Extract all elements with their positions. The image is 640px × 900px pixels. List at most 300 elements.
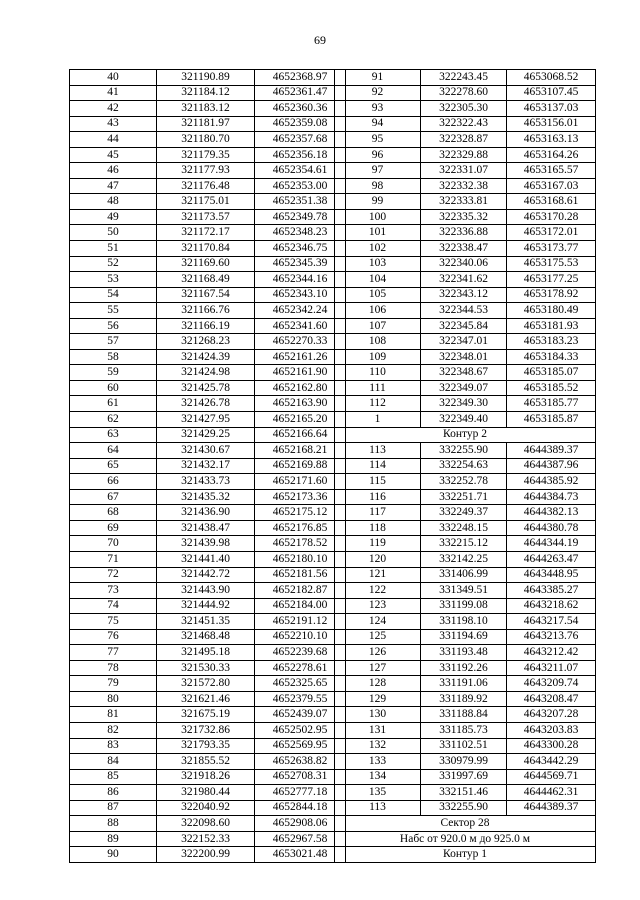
- coord-x-cell: 321180.70: [157, 132, 255, 148]
- point-number-cell: 59: [70, 365, 157, 381]
- point-number-cell: 56: [70, 318, 157, 334]
- coord-x-cell: 331191.06: [421, 676, 507, 692]
- point-number-cell: 41: [70, 85, 157, 101]
- coordinates-table-right: [334, 69, 596, 863]
- point-number-cell: 133: [335, 754, 421, 770]
- coord-x-cell: 321429.25: [157, 427, 255, 443]
- coord-y-cell: 4652168.21: [255, 443, 346, 459]
- point-number-cell: 122: [335, 583, 421, 599]
- table-row: [335, 194, 596, 210]
- coord-y-cell: 4652439.07: [255, 707, 346, 723]
- point-number-cell: 115: [335, 474, 421, 490]
- point-number-cell: 85: [70, 769, 157, 785]
- point-number-cell: 105: [335, 287, 421, 303]
- table-row: [70, 303, 346, 319]
- point-number-cell: 82: [70, 722, 157, 738]
- table-row: [335, 318, 596, 334]
- table-row: [70, 443, 346, 459]
- point-number-cell: 62: [70, 412, 157, 428]
- coord-x-cell: 322345.84: [421, 318, 507, 334]
- coord-x-cell: 321424.39: [157, 349, 255, 365]
- coord-x-cell: 321621.46: [157, 691, 255, 707]
- coordinates-table-left: [69, 69, 346, 863]
- coord-y-cell: 4653181.93: [507, 318, 596, 334]
- coord-y-cell: 4652569.95: [255, 738, 346, 754]
- coord-x-cell: 321451.35: [157, 614, 255, 630]
- point-number-cell: 91: [335, 70, 421, 86]
- point-number-cell: 131: [335, 722, 421, 738]
- point-number-cell: 53: [70, 272, 157, 288]
- table-row: [335, 272, 596, 288]
- coord-y-cell: 4653164.26: [507, 147, 596, 163]
- coord-x-cell: 322335.32: [421, 209, 507, 225]
- coord-y-cell: 4652182.87: [255, 583, 346, 599]
- coord-y-cell: 4643211.07: [507, 660, 596, 676]
- coord-y-cell: 4643212.42: [507, 645, 596, 661]
- table-row: [70, 147, 346, 163]
- table-row: [70, 614, 346, 630]
- table-row: [70, 722, 346, 738]
- coord-x-cell: 322348.01: [421, 349, 507, 365]
- coord-x-cell: 331406.99: [421, 567, 507, 583]
- coord-y-cell: 4653168.61: [507, 194, 596, 210]
- coord-x-cell: 322305.30: [421, 101, 507, 117]
- point-number-cell: 94: [335, 116, 421, 132]
- coord-x-cell: 321435.32: [157, 489, 255, 505]
- coord-y-cell: 4652176.85: [255, 520, 346, 536]
- point-number-cell: 46: [70, 163, 157, 179]
- coord-x-cell: 321530.33: [157, 660, 255, 676]
- point-number-cell: 66: [70, 474, 157, 490]
- point-number-cell: 43: [70, 116, 157, 132]
- coord-x-cell: 332252.78: [421, 474, 507, 490]
- point-number-cell: 71: [70, 551, 157, 567]
- height-range-heading-row: [335, 831, 596, 847]
- table-row: [335, 225, 596, 241]
- table-row: [335, 116, 596, 132]
- coord-x-cell: 331193.48: [421, 645, 507, 661]
- point-number-cell: 113: [335, 800, 421, 816]
- table-row: [335, 660, 596, 676]
- coord-x-cell: 322332.38: [421, 178, 507, 194]
- table-row: [70, 318, 346, 334]
- point-number-cell: 126: [335, 645, 421, 661]
- point-number-cell: 54: [70, 287, 157, 303]
- table-row: [335, 209, 596, 225]
- coord-y-cell: 4652181.56: [255, 567, 346, 583]
- coord-y-cell: 4653183.23: [507, 334, 596, 350]
- coord-y-cell: 4652356.18: [255, 147, 346, 163]
- table-row: [70, 287, 346, 303]
- table-row: [70, 85, 346, 101]
- table-row: [70, 583, 346, 599]
- table-row: [335, 520, 596, 536]
- coord-x-cell: 331198.10: [421, 614, 507, 630]
- point-number-cell: 128: [335, 676, 421, 692]
- table-row: [335, 645, 596, 661]
- table-row: [70, 567, 346, 583]
- coord-x-cell: 322344.53: [421, 303, 507, 319]
- point-number-cell: 96: [335, 147, 421, 163]
- table-row: [335, 256, 596, 272]
- sector-heading-row: [335, 816, 596, 832]
- coord-x-cell: 322341.62: [421, 272, 507, 288]
- table-row: [335, 85, 596, 101]
- point-number-cell: 104: [335, 272, 421, 288]
- coord-x-cell: 322098.60: [157, 816, 255, 832]
- coord-x-cell: 321427.95: [157, 412, 255, 428]
- point-number-cell: 80: [70, 691, 157, 707]
- point-number-cell: 120: [335, 551, 421, 567]
- point-number-cell: 44: [70, 132, 157, 148]
- coord-x-cell: 322349.30: [421, 396, 507, 412]
- point-number-cell: 127: [335, 660, 421, 676]
- table-row: [335, 70, 596, 86]
- coord-y-cell: 4652967.58: [255, 831, 346, 847]
- table-row: [335, 629, 596, 645]
- point-number-cell: 67: [70, 489, 157, 505]
- table-row: [70, 241, 346, 257]
- table-row: [335, 132, 596, 148]
- coord-y-cell: 4653170.28: [507, 209, 596, 225]
- coord-y-cell: 4644387.96: [507, 458, 596, 474]
- table-row: [70, 272, 346, 288]
- coord-x-cell: 321444.92: [157, 598, 255, 614]
- point-number-cell: 119: [335, 536, 421, 552]
- coord-x-cell: 321183.12: [157, 101, 255, 117]
- coord-x-cell: 330979.99: [421, 754, 507, 770]
- coord-y-cell: 4643448.95: [507, 567, 596, 583]
- table-row: [70, 116, 346, 132]
- height-range-heading: Набс от 920.0 м до 925.0 м: [335, 831, 596, 847]
- coord-y-cell: 4652359.08: [255, 116, 346, 132]
- coord-y-cell: 4643217.54: [507, 614, 596, 630]
- coord-x-cell: 321793.35: [157, 738, 255, 754]
- coord-y-cell: 4644385.92: [507, 474, 596, 490]
- point-number-cell: 88: [70, 816, 157, 832]
- coord-y-cell: 4643209.74: [507, 676, 596, 692]
- coord-y-cell: 4652361.47: [255, 85, 346, 101]
- table-row: [70, 70, 346, 86]
- coord-x-cell: 322336.88: [421, 225, 507, 241]
- coord-x-cell: 321439.98: [157, 536, 255, 552]
- coord-y-cell: 4652341.60: [255, 318, 346, 334]
- coord-y-cell: 4652169.88: [255, 458, 346, 474]
- coord-x-cell: 322322.43: [421, 116, 507, 132]
- table-row: [70, 551, 346, 567]
- coord-x-cell: 321572.80: [157, 676, 255, 692]
- coord-x-cell: 322328.87: [421, 132, 507, 148]
- point-number-cell: 57: [70, 334, 157, 350]
- coord-x-cell: 331194.69: [421, 629, 507, 645]
- point-number-cell: 52: [70, 256, 157, 272]
- table-row: [70, 101, 346, 117]
- contour-2-heading-row: [335, 427, 596, 443]
- table-row: [70, 334, 346, 350]
- table-row: [335, 334, 596, 350]
- coord-x-cell: 331997.69: [421, 769, 507, 785]
- coord-y-cell: 4652239.68: [255, 645, 346, 661]
- table-row: [70, 660, 346, 676]
- table-row: [70, 163, 346, 179]
- point-number-cell: 58: [70, 349, 157, 365]
- table-row: [70, 691, 346, 707]
- coord-y-cell: 4653173.77: [507, 241, 596, 257]
- table-row: [70, 194, 346, 210]
- coord-x-cell: 322152.33: [157, 831, 255, 847]
- point-number-cell: 50: [70, 225, 157, 241]
- coord-y-cell: 4652343.10: [255, 287, 346, 303]
- coord-x-cell: 322349.40: [421, 412, 507, 428]
- point-number-cell: 87: [70, 800, 157, 816]
- point-number-cell: 118: [335, 520, 421, 536]
- coord-y-cell: 4652360.36: [255, 101, 346, 117]
- coord-x-cell: 322278.60: [421, 85, 507, 101]
- table-row: [335, 536, 596, 552]
- coord-y-cell: 4652368.97: [255, 70, 346, 86]
- table-row: [335, 551, 596, 567]
- coord-y-cell: 4653163.13: [507, 132, 596, 148]
- point-number-cell: 51: [70, 241, 157, 257]
- coord-y-cell: 4643208.47: [507, 691, 596, 707]
- coord-x-cell: 331349.51: [421, 583, 507, 599]
- coord-x-cell: 321268.23: [157, 334, 255, 350]
- point-number-cell: 97: [335, 163, 421, 179]
- point-number-cell: 90: [70, 847, 157, 863]
- coord-x-cell: 321433.73: [157, 474, 255, 490]
- point-number-cell: 121: [335, 567, 421, 583]
- point-number-cell: 92: [335, 85, 421, 101]
- coord-x-cell: 331188.84: [421, 707, 507, 723]
- table-row: [335, 147, 596, 163]
- coord-y-cell: 4652349.78: [255, 209, 346, 225]
- coord-y-cell: 4652638.82: [255, 754, 346, 770]
- table-row: [335, 241, 596, 257]
- coord-y-cell: 4652178.52: [255, 536, 346, 552]
- coord-x-cell: 322329.88: [421, 147, 507, 163]
- coord-x-cell: 331199.08: [421, 598, 507, 614]
- point-number-cell: 113: [335, 443, 421, 459]
- point-number-cell: 107: [335, 318, 421, 334]
- table-row: [335, 707, 596, 723]
- coord-x-cell: 322333.81: [421, 194, 507, 210]
- coord-y-cell: 4643218.62: [507, 598, 596, 614]
- coord-y-cell: 4652908.06: [255, 816, 346, 832]
- table-row: [335, 396, 596, 412]
- contour-1-heading-row: [335, 847, 596, 863]
- coord-x-cell: 321468.48: [157, 629, 255, 645]
- point-number-cell: 110: [335, 365, 421, 381]
- coord-y-cell: 4652278.61: [255, 660, 346, 676]
- table-row: [335, 738, 596, 754]
- table-row: [70, 598, 346, 614]
- coord-x-cell: 332215.12: [421, 536, 507, 552]
- point-number-cell: 74: [70, 598, 157, 614]
- table-row: [70, 412, 346, 428]
- coord-x-cell: 321168.49: [157, 272, 255, 288]
- coord-x-cell: 321980.44: [157, 785, 255, 801]
- coord-y-cell: 4644384.73: [507, 489, 596, 505]
- table-row: [335, 474, 596, 490]
- coord-x-cell: 322200.99: [157, 847, 255, 863]
- coord-y-cell: 4653165.57: [507, 163, 596, 179]
- table-row: [335, 443, 596, 459]
- coord-y-cell: 4653184.33: [507, 349, 596, 365]
- table-row: [335, 505, 596, 521]
- coord-y-cell: 4652345.39: [255, 256, 346, 272]
- coord-y-cell: 4653156.01: [507, 116, 596, 132]
- coord-y-cell: 4652379.55: [255, 691, 346, 707]
- table-row: [70, 676, 346, 692]
- coord-x-cell: 321918.26: [157, 769, 255, 785]
- point-number-cell: 78: [70, 660, 157, 676]
- coord-x-cell: 321175.01: [157, 194, 255, 210]
- coord-x-cell: 322343.12: [421, 287, 507, 303]
- point-number-cell: 77: [70, 645, 157, 661]
- point-number-cell: 73: [70, 583, 157, 599]
- coord-y-cell: 4652353.00: [255, 178, 346, 194]
- point-number-cell: 123: [335, 598, 421, 614]
- coord-x-cell: 321176.48: [157, 178, 255, 194]
- coord-y-cell: 4652342.24: [255, 303, 346, 319]
- point-number-cell: 40: [70, 70, 157, 86]
- coord-x-cell: 332254.63: [421, 458, 507, 474]
- coord-x-cell: 322349.07: [421, 380, 507, 396]
- coord-x-cell: 321170.84: [157, 241, 255, 257]
- coord-y-cell: 4653178.92: [507, 287, 596, 303]
- table-row: [70, 178, 346, 194]
- table-row: [335, 349, 596, 365]
- table-row: [335, 785, 596, 801]
- point-number-cell: 112: [335, 396, 421, 412]
- point-number-cell: 86: [70, 785, 157, 801]
- table-row: [335, 489, 596, 505]
- table-row: [70, 474, 346, 490]
- coord-x-cell: 322040.92: [157, 800, 255, 816]
- point-number-cell: 60: [70, 380, 157, 396]
- table-row: [70, 427, 346, 443]
- coord-x-cell: 321432.17: [157, 458, 255, 474]
- table-row: [335, 754, 596, 770]
- point-number-cell: 111: [335, 380, 421, 396]
- table-row: [335, 458, 596, 474]
- sector-heading: Сектор 28: [335, 816, 596, 832]
- coord-y-cell: 4653175.53: [507, 256, 596, 272]
- coord-y-cell: 4652270.33: [255, 334, 346, 350]
- table-row: [70, 629, 346, 645]
- table-row: [70, 645, 346, 661]
- table-row: [70, 769, 346, 785]
- coord-x-cell: 321438.47: [157, 520, 255, 536]
- coord-y-cell: 4652844.18: [255, 800, 346, 816]
- table-row: [335, 287, 596, 303]
- coord-x-cell: 321169.60: [157, 256, 255, 272]
- coord-x-cell: 322243.45: [421, 70, 507, 86]
- coord-x-cell: 321167.54: [157, 287, 255, 303]
- coord-x-cell: 322348.67: [421, 365, 507, 381]
- table-row: [70, 800, 346, 816]
- table-row: [335, 676, 596, 692]
- coord-y-cell: 4644389.37: [507, 443, 596, 459]
- coord-y-cell: 4643300.28: [507, 738, 596, 754]
- coord-x-cell: 321425.78: [157, 380, 255, 396]
- table-row: [335, 583, 596, 599]
- coord-y-cell: 4644344.19: [507, 536, 596, 552]
- coord-x-cell: 321430.67: [157, 443, 255, 459]
- point-number-cell: 101: [335, 225, 421, 241]
- table-row: [335, 598, 596, 614]
- coord-x-cell: 321855.52: [157, 754, 255, 770]
- table-row: [335, 380, 596, 396]
- point-number-cell: 55: [70, 303, 157, 319]
- table-row: [70, 349, 346, 365]
- table-row: [70, 256, 346, 272]
- table-row: [335, 614, 596, 630]
- coord-x-cell: 321426.78: [157, 396, 255, 412]
- coord-x-cell: 332255.90: [421, 443, 507, 459]
- coord-x-cell: 321177.93: [157, 163, 255, 179]
- table-row: [335, 769, 596, 785]
- table-row: [335, 722, 596, 738]
- coord-y-cell: 4652344.16: [255, 272, 346, 288]
- coord-y-cell: 4652210.10: [255, 629, 346, 645]
- point-number-cell: 68: [70, 505, 157, 521]
- point-number-cell: 69: [70, 520, 157, 536]
- table-row: [335, 567, 596, 583]
- point-number-cell: 72: [70, 567, 157, 583]
- coord-y-cell: 4652165.20: [255, 412, 346, 428]
- coord-y-cell: 4643203.83: [507, 722, 596, 738]
- coord-x-cell: 332151.46: [421, 785, 507, 801]
- table-row: [335, 365, 596, 381]
- point-number-cell: 48: [70, 194, 157, 210]
- table-row: [70, 738, 346, 754]
- coord-x-cell: 322338.47: [421, 241, 507, 257]
- table-row: [70, 754, 346, 770]
- table-row: [70, 380, 346, 396]
- page-number: 69: [314, 33, 326, 47]
- coord-y-cell: 4644380.78: [507, 520, 596, 536]
- point-number-cell: 63: [70, 427, 157, 443]
- point-number-cell: 135: [335, 785, 421, 801]
- coord-y-cell: 4652180.10: [255, 551, 346, 567]
- point-number-cell: 134: [335, 769, 421, 785]
- table-row: [335, 691, 596, 707]
- table-row: [70, 365, 346, 381]
- point-number-cell: 125: [335, 629, 421, 645]
- coord-y-cell: 4652163.90: [255, 396, 346, 412]
- coord-y-cell: 4652166.64: [255, 427, 346, 443]
- point-number-cell: 106: [335, 303, 421, 319]
- point-number-cell: 61: [70, 396, 157, 412]
- point-number-cell: 98: [335, 178, 421, 194]
- point-number-cell: 42: [70, 101, 157, 117]
- point-number-cell: 117: [335, 505, 421, 521]
- point-number-cell: 89: [70, 831, 157, 847]
- table-row: [335, 101, 596, 117]
- table-row: [70, 816, 346, 832]
- point-number-cell: 65: [70, 458, 157, 474]
- point-number-cell: 1: [335, 412, 421, 428]
- coord-x-cell: 321184.12: [157, 85, 255, 101]
- coord-y-cell: 4653107.45: [507, 85, 596, 101]
- coord-x-cell: 321190.89: [157, 70, 255, 86]
- table-row: [70, 458, 346, 474]
- coord-y-cell: 4652351.38: [255, 194, 346, 210]
- coord-x-cell: 321441.40: [157, 551, 255, 567]
- table-row: [70, 831, 346, 847]
- coord-x-cell: 321172.17: [157, 225, 255, 241]
